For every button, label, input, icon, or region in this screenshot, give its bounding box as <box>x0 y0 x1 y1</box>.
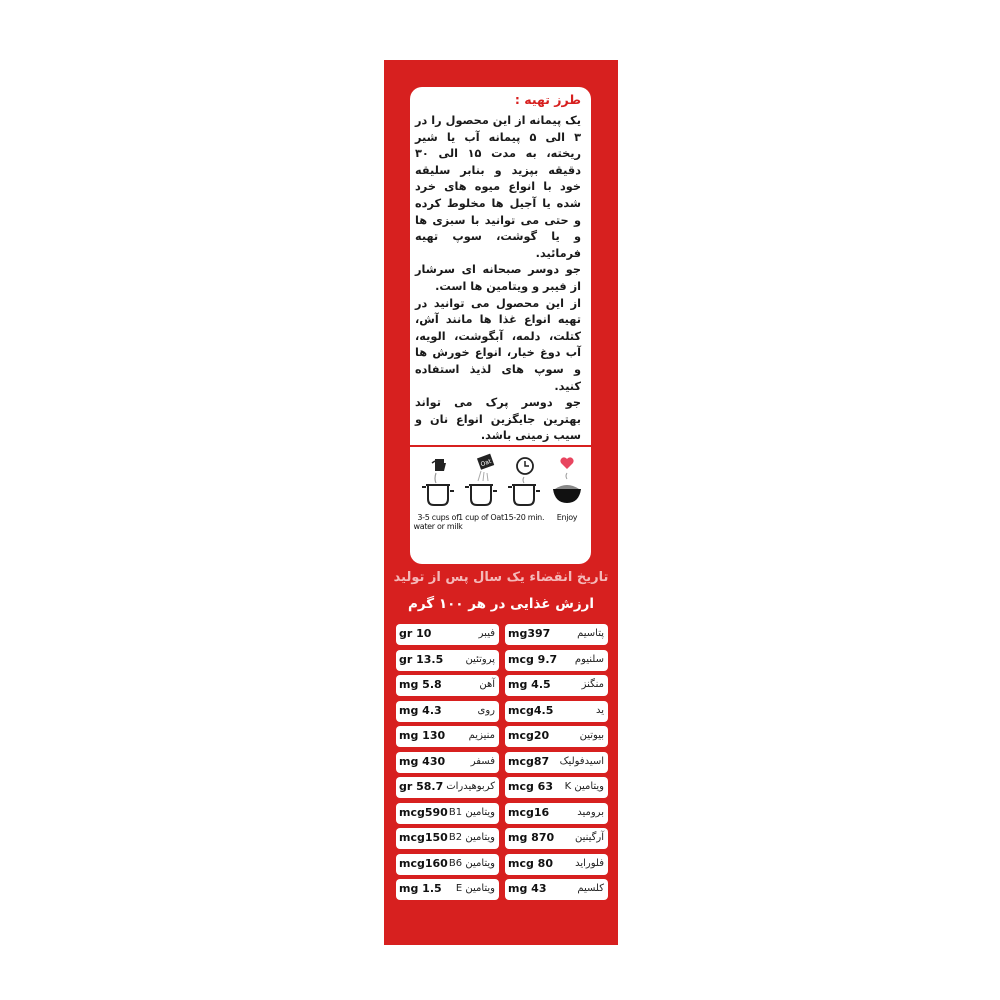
card-divider <box>410 445 591 447</box>
pour-milk-icon <box>418 453 458 513</box>
nutrient-value: mcg 63 <box>508 780 553 793</box>
step-cook <box>504 453 544 563</box>
nutrient-name: پروتئین <box>465 653 495 665</box>
step-pour <box>413 453 463 563</box>
nutrient-value: mg 1.5 <box>399 882 442 895</box>
nutrient-name: بیوتین <box>579 730 604 741</box>
nutrition-table <box>396 624 608 916</box>
nutrition-cell <box>505 726 608 747</box>
nutrient-name: ویتامین E <box>455 883 495 894</box>
step-label: Enjoy <box>556 513 578 522</box>
nutrient-value: mg 5.8 <box>399 678 442 691</box>
step-enjoy <box>547 453 587 563</box>
nutrient-value: mcg87 <box>508 754 550 768</box>
nutrient-name: منیزیم <box>468 730 495 741</box>
nutrition-cell <box>396 650 499 671</box>
nutrition-cell <box>396 726 499 747</box>
nutrient-name: منگنز <box>581 679 604 690</box>
clock-icon <box>504 453 544 513</box>
nutrition-cell <box>505 650 608 671</box>
preparation-steps <box>413 453 583 563</box>
nutrition-cell <box>396 624 499 645</box>
nutrition-cell <box>505 803 608 824</box>
nutrition-cell <box>505 752 608 773</box>
nutrient-value: mcg590 <box>399 805 448 819</box>
nutrition-cell <box>505 777 608 798</box>
nutrition-cell <box>396 675 499 696</box>
nutrient-value: mcg160 <box>399 856 448 870</box>
nutrient-name: فلوراید <box>575 857 604 869</box>
nutrition-cell <box>505 879 608 900</box>
preparation-card <box>410 87 591 564</box>
nutrient-value: mcg4.5 <box>508 703 554 717</box>
nutrition-title: ارزش غذایی در هر ۱۰۰ گرم <box>407 596 594 612</box>
heart-bowl-icon <box>547 453 587 513</box>
nutrition-cell <box>505 701 608 722</box>
nutrition-cell <box>505 624 608 645</box>
nutrition-cell <box>396 777 499 798</box>
preparation-paragraph: از این محصول می توانید در تهیه انواع غذا ها مانند آش، کتلت، دلمه، آبگوشت، الویه، آب دوغ خیار، انواع خورش ها و سوپ های لذیذ استفاده کنید. <box>415 296 581 393</box>
nutrient-value: gr 10 <box>399 627 432 640</box>
nutrient-name: ویتامین B2 <box>448 832 495 843</box>
nutrition-cell <box>396 752 499 773</box>
preparation-paragraph: جو دوسر صبحانه ای سرشار از فیبر و ویتامین ها است. <box>415 263 581 293</box>
nutrient-name: ویتامین K <box>564 781 604 792</box>
nutrient-name: فسفر <box>470 755 495 767</box>
nutrient-value: mcg 80 <box>508 856 553 870</box>
nutrient-value: mg 43 <box>508 882 547 895</box>
preparation-text <box>415 113 581 445</box>
nutrient-value: mg 130 <box>399 729 446 742</box>
nutrient-value: mcg20 <box>508 729 550 742</box>
nutrient-name: آرگینین <box>574 832 604 843</box>
nutrition-cell <box>396 828 499 849</box>
package-side-panel <box>384 60 618 945</box>
nutrient-value: gr 13.5 <box>399 652 444 666</box>
nutrition-cell <box>505 675 608 696</box>
preparation-paragraph: یک پیمانه از این محصول را در ۳ الی ۵ پیمانه آب یا شیر ریخته، به مدت ۱۵ الی ۳۰ دقیقه بپزید و بنابر سلیقه خود با انواع میوه های خرد شده یا آجیل ها مخلوط کرده و حتی می توانید با سبزی ها و یا گوشت، سوپ تهیه فرمائید. <box>415 114 581 260</box>
nutrient-name: سلنیوم <box>574 653 604 665</box>
nutrient-name: ویتامین B1 <box>448 806 495 818</box>
step-oat <box>458 453 504 563</box>
nutrition-cell <box>505 828 608 849</box>
nutrient-name: فیبر <box>478 628 495 639</box>
step-label: 15-20 min. <box>503 513 545 522</box>
nutrient-name: پتاسیم <box>577 628 604 639</box>
nutrient-name: آهن <box>479 679 495 690</box>
preparation-title: طرز تهیه : <box>514 92 581 107</box>
nutrient-name: ید <box>595 704 604 716</box>
nutrient-value: mg397 <box>508 627 551 640</box>
nutrition-cell <box>396 879 499 900</box>
nutrient-name: روی <box>477 704 495 716</box>
oat-box-icon <box>461 453 501 513</box>
nutrient-value: mg 4.5 <box>508 678 551 691</box>
nutrient-value: mcg16 <box>508 805 550 819</box>
nutrient-name: کلسیم <box>577 883 604 894</box>
step-label: 3-5 cups of water or milk <box>413 513 463 531</box>
nutrient-value: mcg150 <box>399 831 448 844</box>
nutrition-cell <box>396 854 499 875</box>
nutrient-value: gr 58.7 <box>399 780 444 793</box>
svg-text:Oat: Oat <box>479 458 493 469</box>
nutrient-name: کربوهیدرات <box>446 781 495 792</box>
nutrient-name: برومید <box>577 806 604 818</box>
preparation-paragraph: جو دوسر پرک می تواند بهترین جایگزین انواع نان و سیب زمینی باشد. <box>415 396 581 443</box>
nutrient-value: mg 430 <box>399 754 446 768</box>
nutrient-name: اسیدفولیک <box>559 755 604 767</box>
nutrition-cell <box>396 803 499 824</box>
nutrient-value: mg 870 <box>508 831 555 844</box>
nutrition-cell <box>505 854 608 875</box>
step-label: 1 cup of Oat <box>458 513 504 522</box>
nutrition-cell <box>396 701 499 722</box>
nutrient-name: ویتامین B6 <box>448 857 495 869</box>
nutrient-value: mg 4.3 <box>399 703 442 717</box>
expiry-note: تاریخ انقضاء یک سال پس از تولید <box>393 570 609 585</box>
nutrient-value: mcg 9.7 <box>508 652 558 666</box>
